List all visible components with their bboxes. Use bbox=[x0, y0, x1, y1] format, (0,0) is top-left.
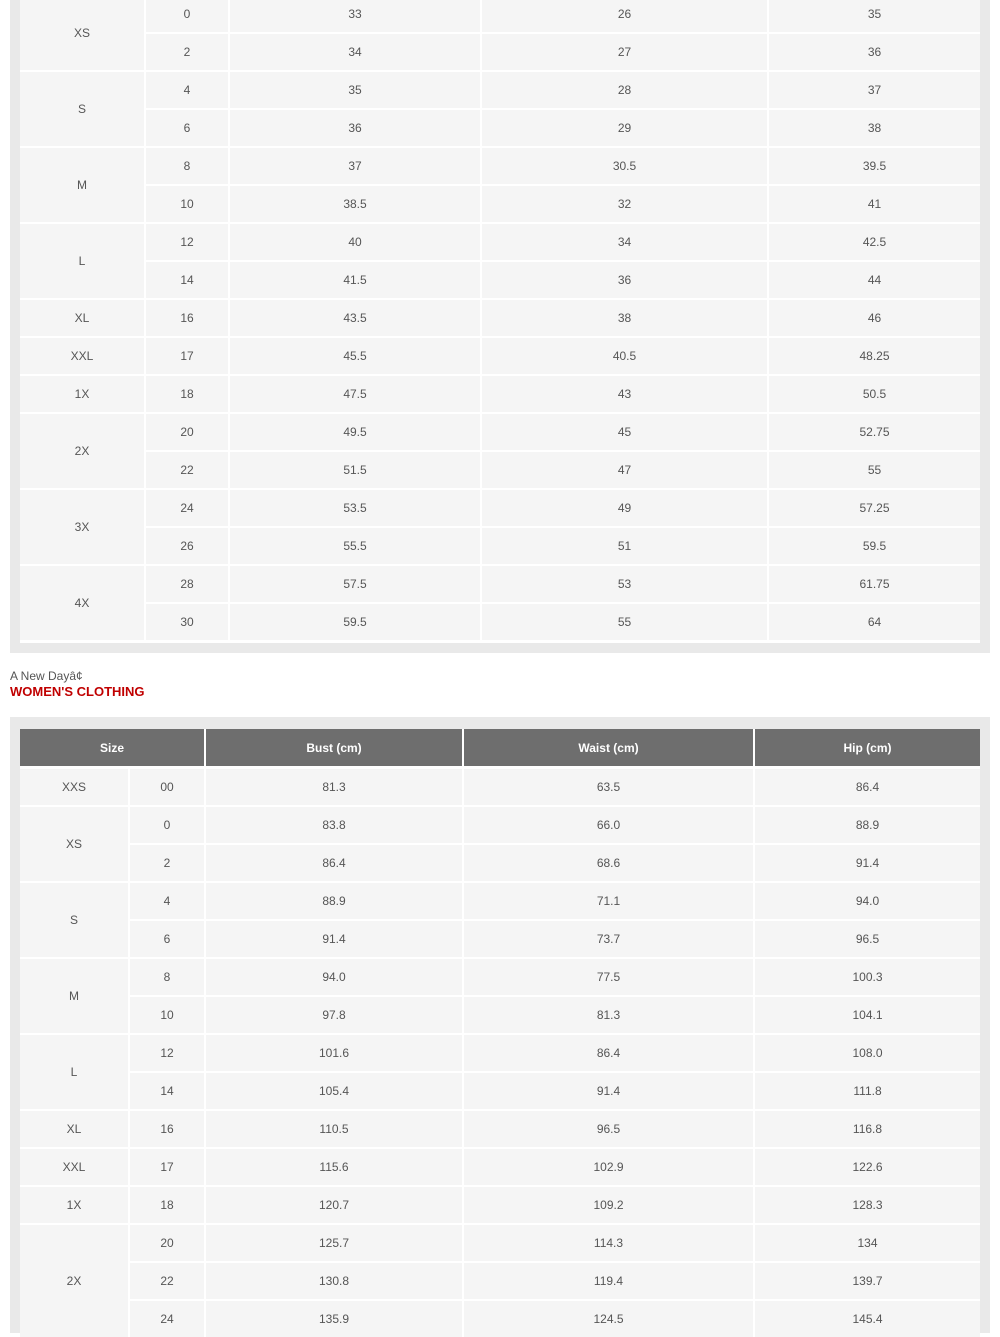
waist-cell: 91.4 bbox=[464, 1073, 753, 1109]
hip-cell: 128.3 bbox=[755, 1187, 980, 1223]
hip-cell: 108.0 bbox=[755, 1035, 980, 1071]
hip-cell: 57.25 bbox=[769, 490, 980, 526]
waist-cell: 81.3 bbox=[464, 997, 753, 1033]
bust-cell: 115.6 bbox=[206, 1149, 462, 1185]
waist-cell: 77.5 bbox=[464, 959, 753, 995]
bust-cell: 94.0 bbox=[206, 959, 462, 995]
waist-cell: 55 bbox=[482, 604, 767, 640]
waist-cell: 34 bbox=[482, 224, 767, 260]
waist-cell: 71.1 bbox=[464, 883, 753, 919]
size-label-cell: 4X bbox=[20, 566, 144, 640]
num-cell: 16 bbox=[130, 1111, 204, 1147]
bust-cell: 43.5 bbox=[230, 300, 480, 336]
num-cell: 2 bbox=[146, 34, 228, 70]
num-cell: 6 bbox=[146, 110, 228, 146]
hip-cell: 145.4 bbox=[755, 1301, 980, 1337]
waist-cell: 96.5 bbox=[464, 1111, 753, 1147]
header-hip: Hip (cm) bbox=[755, 729, 980, 766]
size-label-cell: 3X bbox=[20, 490, 144, 564]
header-waist: Waist (cm) bbox=[464, 729, 753, 766]
hip-cell: 134 bbox=[755, 1225, 980, 1261]
hip-cell: 46 bbox=[769, 300, 980, 336]
header-bust: Bust (cm) bbox=[206, 729, 462, 766]
size-label-cell: L bbox=[20, 1035, 128, 1109]
waist-cell: 63.5 bbox=[464, 769, 753, 805]
hip-cell: 38 bbox=[769, 110, 980, 146]
waist-cell: 86.4 bbox=[464, 1035, 753, 1071]
hip-cell: 116.8 bbox=[755, 1111, 980, 1147]
bust-cell: 45.5 bbox=[230, 338, 480, 374]
num-cell: 20 bbox=[130, 1225, 204, 1261]
waist-cell: 49 bbox=[482, 490, 767, 526]
hip-cell: 35 bbox=[769, 0, 980, 32]
size-label-cell: S bbox=[20, 883, 128, 957]
size-label-cell: XS bbox=[20, 807, 128, 881]
num-cell: 4 bbox=[130, 883, 204, 919]
waist-cell: 53 bbox=[482, 566, 767, 602]
waist-cell: 29 bbox=[482, 110, 767, 146]
hip-cell: 96.5 bbox=[755, 921, 980, 957]
num-cell: 2 bbox=[130, 845, 204, 881]
bust-cell: 38.5 bbox=[230, 186, 480, 222]
bust-cell: 88.9 bbox=[206, 883, 462, 919]
bust-cell: 105.4 bbox=[206, 1073, 462, 1109]
size-label-cell: M bbox=[20, 959, 128, 1033]
bust-cell: 49.5 bbox=[230, 414, 480, 450]
size-chart-table-inches bbox=[20, 0, 980, 643]
hip-cell: 88.9 bbox=[755, 807, 980, 843]
size-label-cell: S bbox=[20, 72, 144, 146]
bust-cell: 81.3 bbox=[206, 769, 462, 805]
bust-cell: 130.8 bbox=[206, 1263, 462, 1299]
num-cell: 28 bbox=[146, 566, 228, 602]
bust-cell: 59.5 bbox=[230, 604, 480, 640]
num-cell: 20 bbox=[146, 414, 228, 450]
waist-cell: 28 bbox=[482, 72, 767, 108]
num-cell: 8 bbox=[130, 959, 204, 995]
hip-cell: 42.5 bbox=[769, 224, 980, 260]
waist-cell: 66.0 bbox=[464, 807, 753, 843]
waist-cell: 43 bbox=[482, 376, 767, 412]
num-cell: 17 bbox=[130, 1149, 204, 1185]
hip-cell: 36 bbox=[769, 34, 980, 70]
num-cell: 0 bbox=[130, 807, 204, 843]
num-cell: 17 bbox=[146, 338, 228, 374]
waist-cell: 36 bbox=[482, 262, 767, 298]
bust-cell: 51.5 bbox=[230, 452, 480, 488]
hip-cell: 61.75 bbox=[769, 566, 980, 602]
size-label-cell: XL bbox=[20, 300, 144, 336]
bust-cell: 35 bbox=[230, 72, 480, 108]
num-cell: 6 bbox=[130, 921, 204, 957]
size-label-cell: L bbox=[20, 224, 144, 298]
num-cell: 14 bbox=[146, 262, 228, 298]
waist-cell: 32 bbox=[482, 186, 767, 222]
hip-cell: 48.25 bbox=[769, 338, 980, 374]
waist-cell: 38 bbox=[482, 300, 767, 336]
waist-cell: 102.9 bbox=[464, 1149, 753, 1185]
num-cell: 22 bbox=[146, 452, 228, 488]
waist-cell: 68.6 bbox=[464, 845, 753, 881]
size-label-cell: 2X bbox=[20, 414, 144, 488]
hip-cell: 111.8 bbox=[755, 1073, 980, 1109]
size-label-cell: XXL bbox=[20, 1149, 128, 1185]
size-label-cell: M bbox=[20, 148, 144, 222]
num-cell: 26 bbox=[146, 528, 228, 564]
waist-cell: 109.2 bbox=[464, 1187, 753, 1223]
hip-cell: 39.5 bbox=[769, 148, 980, 184]
num-cell: 18 bbox=[146, 376, 228, 412]
hip-cell: 139.7 bbox=[755, 1263, 980, 1299]
hip-cell: 50.5 bbox=[769, 376, 980, 412]
size-label-cell: 1X bbox=[20, 1187, 128, 1223]
waist-cell: 124.5 bbox=[464, 1301, 753, 1337]
num-cell: 12 bbox=[146, 224, 228, 260]
hip-cell: 41 bbox=[769, 186, 980, 222]
hip-cell: 91.4 bbox=[755, 845, 980, 881]
waist-cell: 114.3 bbox=[464, 1225, 753, 1261]
size-label-cell: 2X bbox=[20, 1225, 128, 1337]
bust-cell: 125.7 bbox=[206, 1225, 462, 1261]
bust-cell: 135.9 bbox=[206, 1301, 462, 1337]
hip-cell: 100.3 bbox=[755, 959, 980, 995]
bust-cell: 34 bbox=[230, 34, 480, 70]
waist-cell: 30.5 bbox=[482, 148, 767, 184]
bust-cell: 120.7 bbox=[206, 1187, 462, 1223]
hip-cell: 94.0 bbox=[755, 883, 980, 919]
hip-cell: 37 bbox=[769, 72, 980, 108]
bust-cell: 33 bbox=[230, 0, 480, 32]
num-cell: 24 bbox=[146, 490, 228, 526]
bust-cell: 53.5 bbox=[230, 490, 480, 526]
hip-cell: 64 bbox=[769, 604, 980, 640]
size-label-cell: XS bbox=[20, 0, 144, 70]
bust-cell: 110.5 bbox=[206, 1111, 462, 1147]
bust-cell: 57.5 bbox=[230, 566, 480, 602]
size-chart-table-cm bbox=[20, 729, 980, 1333]
brand-name: A New Dayâ¢ bbox=[10, 669, 83, 683]
bust-cell: 55.5 bbox=[230, 528, 480, 564]
num-cell: 16 bbox=[146, 300, 228, 336]
bust-cell: 83.8 bbox=[206, 807, 462, 843]
waist-cell: 27 bbox=[482, 34, 767, 70]
section-title: WOMEN'S CLOTHING bbox=[10, 684, 145, 699]
size-label-cell: XXS bbox=[20, 769, 128, 805]
num-cell: 24 bbox=[130, 1301, 204, 1337]
bust-cell: 37 bbox=[230, 148, 480, 184]
size-label-cell: XL bbox=[20, 1111, 128, 1147]
bust-cell: 91.4 bbox=[206, 921, 462, 957]
num-cell: 4 bbox=[146, 72, 228, 108]
waist-cell: 47 bbox=[482, 452, 767, 488]
waist-cell: 26 bbox=[482, 0, 767, 32]
bust-cell: 47.5 bbox=[230, 376, 480, 412]
num-cell: 12 bbox=[130, 1035, 204, 1071]
bust-cell: 86.4 bbox=[206, 845, 462, 881]
hip-cell: 86.4 bbox=[755, 769, 980, 805]
num-cell: 00 bbox=[130, 769, 204, 805]
bust-cell: 36 bbox=[230, 110, 480, 146]
num-cell: 10 bbox=[130, 997, 204, 1033]
num-cell: 8 bbox=[146, 148, 228, 184]
size-label-cell: 1X bbox=[20, 376, 144, 412]
bust-cell: 40 bbox=[230, 224, 480, 260]
hip-cell: 44 bbox=[769, 262, 980, 298]
num-cell: 0 bbox=[146, 0, 228, 32]
bust-cell: 97.8 bbox=[206, 997, 462, 1033]
num-cell: 30 bbox=[146, 604, 228, 640]
header-size: Size bbox=[20, 729, 204, 766]
hip-cell: 122.6 bbox=[755, 1149, 980, 1185]
num-cell: 14 bbox=[130, 1073, 204, 1109]
bust-cell: 101.6 bbox=[206, 1035, 462, 1071]
bust-cell: 41.5 bbox=[230, 262, 480, 298]
num-cell: 18 bbox=[130, 1187, 204, 1223]
hip-cell: 52.75 bbox=[769, 414, 980, 450]
waist-cell: 40.5 bbox=[482, 338, 767, 374]
hip-cell: 104.1 bbox=[755, 997, 980, 1033]
hip-cell: 59.5 bbox=[769, 528, 980, 564]
hip-cell: 55 bbox=[769, 452, 980, 488]
waist-cell: 51 bbox=[482, 528, 767, 564]
waist-cell: 119.4 bbox=[464, 1263, 753, 1299]
waist-cell: 45 bbox=[482, 414, 767, 450]
num-cell: 10 bbox=[146, 186, 228, 222]
waist-cell: 73.7 bbox=[464, 921, 753, 957]
size-label-cell: XXL bbox=[20, 338, 144, 374]
num-cell: 22 bbox=[130, 1263, 204, 1299]
